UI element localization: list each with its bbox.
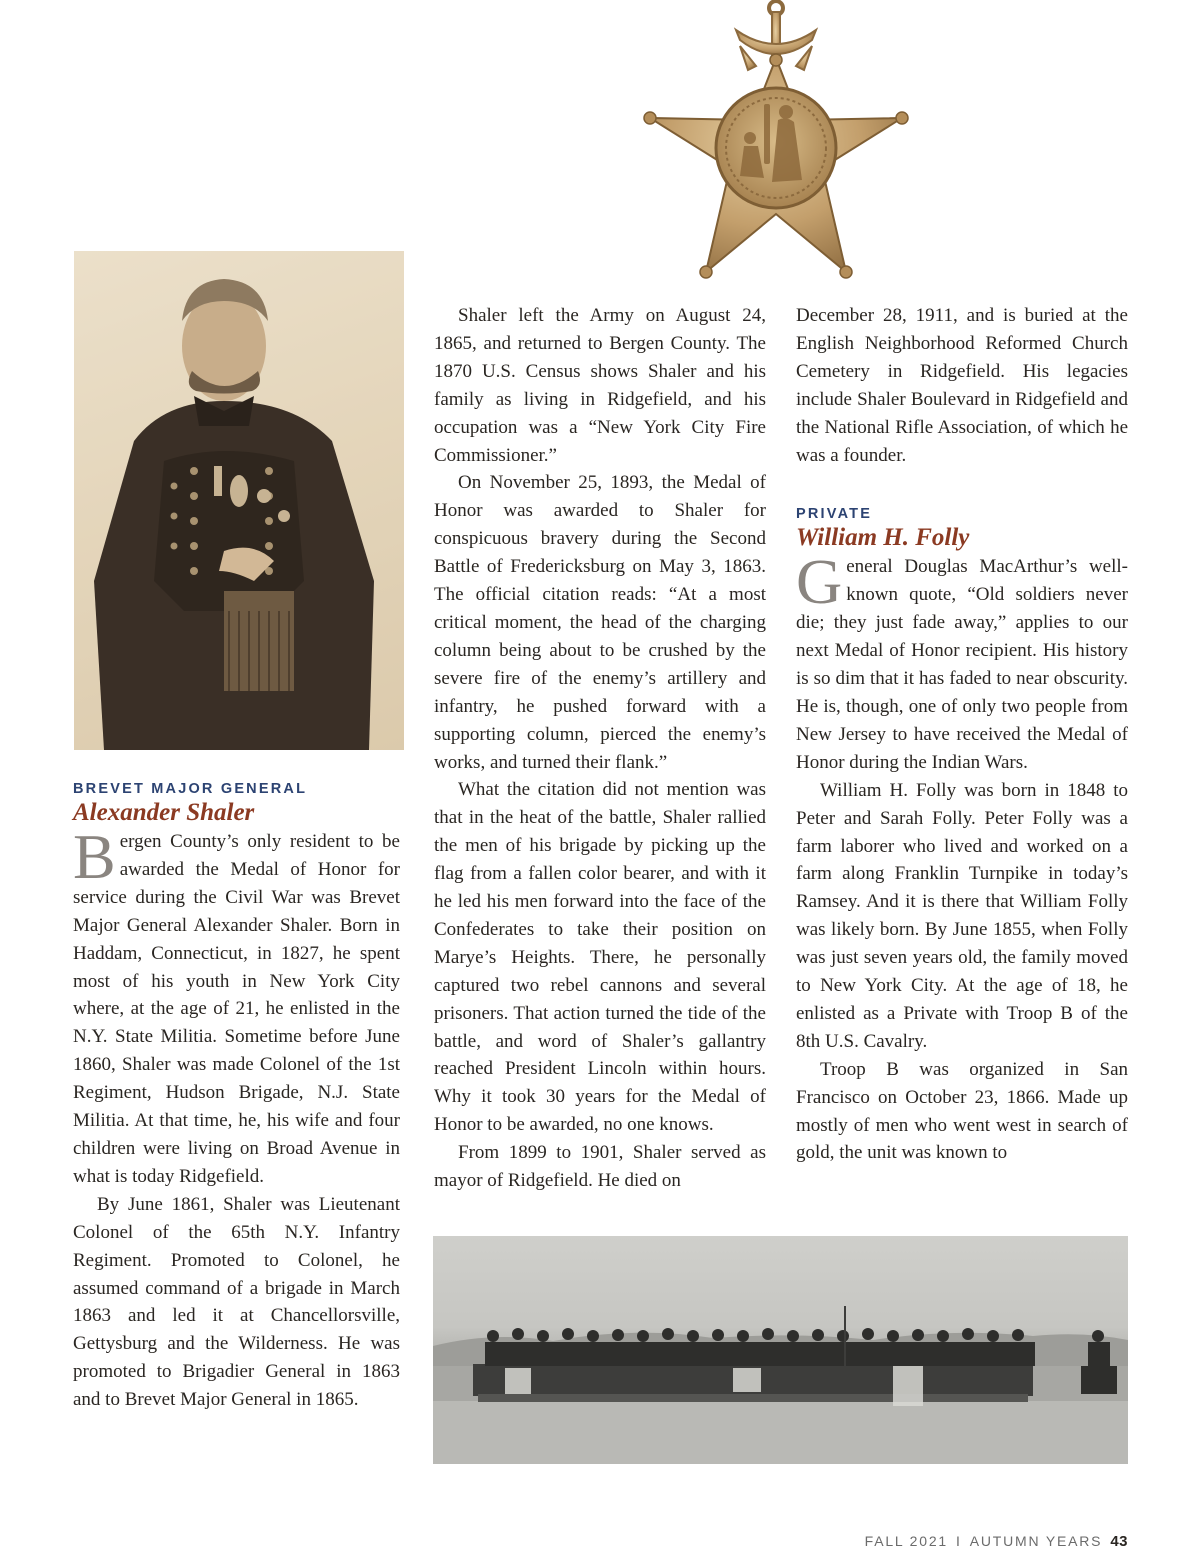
left-column — [73, 780, 400, 1414]
middle-paragraph-2: On November 25, 1893, the Medal of Honor was awarded to Shaler for conspicuous bravery during the Second Battle of Fredericksburg on May 3, 1863. The official citation reads: “At a most critical moment, the head of the charging column being about to be crushed by the severe fire of the enemy’s artillery and infantry, he pushed forward with a supporting column, pierced the enemy’s works, and turned their flank.” — [434, 472, 766, 773]
shaler-paragraph-1 — [73, 821, 400, 1191]
folly-paragraph-1 — [796, 546, 1128, 776]
middle-paragraph-3: What the citation did not mention was that in the heat of the battle, Shaler rallied the men of his brigade by picking up the flag from a fallen color bearer, and with it he led his men forward into the face of the Confederates to take their position on Marye’s Heights. There, he personally captured two rebel cannons and several prisoners. That action turned the tide of the battle, and word of Shaler’s gallantry reached President Lincoln within hours. Why it took 30 years for the Medal of Honor to be awarded, no one knows. — [434, 779, 766, 1136]
middle-paragraph-4: From 1899 to 1901, Shaler served as mayor of Ridgefield. He died on — [434, 1142, 766, 1192]
folly-paragraph-3: Troop B was organized in San Francisco on October 23, 1866. Made up mostly of men who went west in search of gold, the unit was known to — [796, 1058, 1128, 1164]
page-number: 43 — [1110, 1533, 1128, 1550]
middle-column — [434, 302, 766, 1195]
dropcap-g: G — [796, 546, 843, 618]
page-footer — [865, 1533, 1128, 1550]
dropcap-b: B — [73, 821, 116, 892]
cavalry-photo — [433, 1236, 1128, 1464]
footer-magazine: AUTUMN YEARS — [969, 1533, 1103, 1549]
folly-paragraph-1-text: eneral Douglas MacArthur’s well-known quote, “Old soldiers never die; they just fade away,” applies to our next Medal of Honor recipient. His history is so dim that it has faded to near obscurity. He is, though, one of only two people from New Jersey to have received the Medal of Honor during the Indian Wars. — [796, 556, 1128, 773]
folly-name: William H. Folly — [796, 524, 970, 552]
folly-paragraph-2: William H. Folly was born in 1848 to Peter and Sarah Folly. Peter Folly was a farm laborer who lived and worked on a farm along Franklin Turnpike in today’s Ramsey. And it is there that William Folly was likely born. By June 1855, when Folly was just seven years old, the family moved to New York City. At the age of 18, he enlisted as a Private with Troop B of the 8th U.S. Cavalry. — [796, 779, 1128, 1052]
middle-paragraph-1: Shaler left the Army on August 24, 1865, and returned to Bergen County. The 1870 U.S. Census shows Shaler and his family as living in Ridgefield, and his occupation was a “New York City Fire Commissioner.” — [434, 305, 766, 466]
footer-issue: FALL 2021 — [864, 1533, 949, 1549]
shaler-paragraph-2: By June 1861, Shaler was Lieutenant Colonel of the 65th N.Y. Infantry Regiment. Promoted to Colonel, he assumed command of a brigade in March 1863 and led it at Chancellorsville, Gettysburg and the Wilderness. He was promoted to Brigadier General in 1863 and to Brevet Major General in 1865. — [73, 1193, 400, 1411]
shaler-paragraph-1-text: ergen County’s only resident to be awarded the Medal of Honor for service during the Civil War was Brevet Major General Alexander Shaler. Born in Haddam, Connecticut, in 1827, he spent most of his youth in New York City where, at the age of 21, he enlisted in the N.Y. State Militia. Sometime before June 1860, Shaler was made Colonel of the 1st Regiment, Hudson Brigade, N.J. State Militia. At that time, he, his wife and four children were living on Broad Avenue in what is today Ridgefield. — [73, 831, 400, 1187]
right-column — [796, 302, 1128, 1167]
shaler-kicker: BREVET MAJOR GENERAL — [73, 781, 308, 797]
portrait-alexander-shaler — [74, 251, 404, 750]
right-paragraph-0: December 28, 1911, and is buried at the English Neighborhood Reformed Church Cemetery in Ridgefield. His legacies include Shaler Boulevard in Ridgefield and the National Rifle Association, of which he was a founder. — [796, 305, 1128, 466]
medal-of-honor-icon — [640, 0, 940, 292]
footer-separator: I — [956, 1533, 962, 1549]
folly-kicker: PRIVATE — [796, 506, 873, 523]
shaler-name: Alexander Shaler — [73, 799, 255, 826]
cavalry-troop-photo — [433, 1236, 1128, 1464]
shaler-portrait — [74, 251, 404, 750]
medal-image — [640, 0, 940, 292]
